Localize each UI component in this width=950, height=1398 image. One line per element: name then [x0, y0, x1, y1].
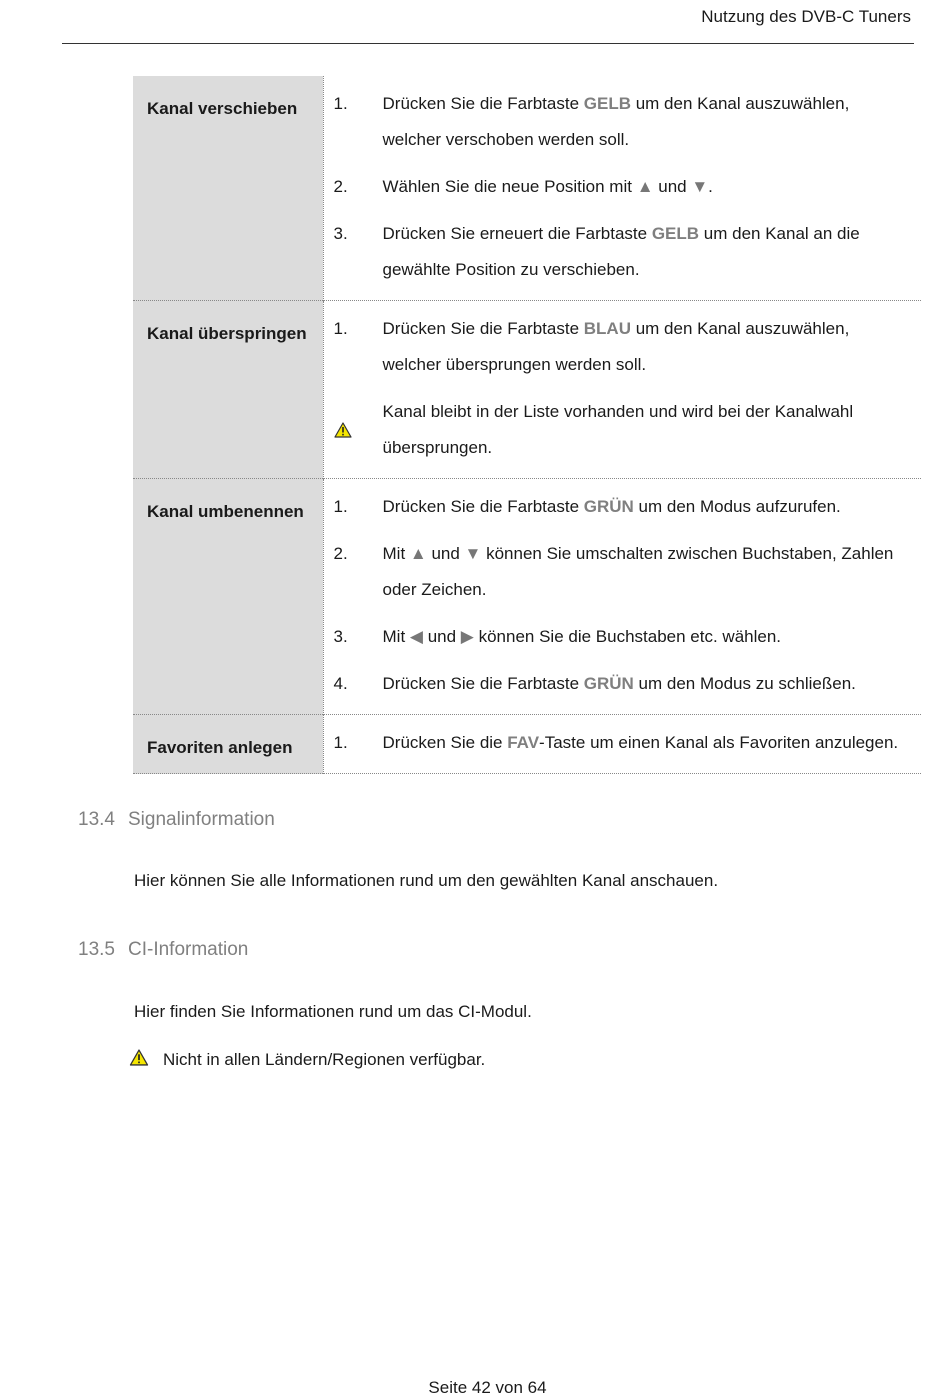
- step-text: Wählen Sie die neue Position mit: [382, 177, 637, 196]
- row-label: Kanal verschieben: [133, 76, 323, 301]
- step-text: .: [708, 177, 713, 196]
- arrow-left-icon: ◀: [409, 627, 423, 646]
- arrow-down-icon: ▼: [464, 544, 482, 563]
- step-text: und: [422, 627, 461, 646]
- color-key-label: GRÜN: [583, 497, 634, 516]
- step-text: können Sie umschalten zwischen Buchstaben, Zahlen oder Zeichen.: [382, 544, 894, 599]
- arrow-down-icon: ▼: [691, 177, 709, 196]
- arrow-up-icon: ▲: [409, 544, 427, 563]
- color-key-label: GRÜN: [583, 674, 634, 693]
- step-number: 1.: [333, 94, 348, 113]
- step-text: Mit: [382, 627, 410, 646]
- step-number: 3.: [333, 224, 348, 243]
- step-text: -Taste um einen Kanal als Favoriten anzulegen.: [539, 733, 899, 752]
- section-number: 13.5: [78, 939, 115, 960]
- step-number: 2.: [333, 544, 348, 563]
- color-key-label: GELB: [583, 94, 631, 113]
- availability-note: [129, 1049, 485, 1071]
- row-steps: [323, 76, 921, 301]
- color-key-label: GELB: [651, 224, 700, 243]
- page-header: [62, 0, 914, 44]
- step-number: 1.: [333, 497, 348, 516]
- step-text: Drücken Sie erneuert die Farbtaste: [382, 224, 652, 243]
- step-text: Drücken Sie die Farbtaste: [382, 497, 584, 516]
- list-item: [324, 394, 922, 466]
- list-item: [324, 666, 922, 702]
- list-item: [324, 86, 922, 158]
- step-text: Drücken Sie die: [382, 733, 508, 752]
- step-text: Drücken Sie die Farbtaste: [382, 674, 584, 693]
- key-label: FAV: [507, 733, 540, 752]
- step-text: Drücken Sie die Farbtaste: [382, 94, 584, 113]
- list-item: [324, 169, 922, 205]
- table-row: [133, 301, 921, 479]
- note-text: Nicht in allen Ländern/Regionen verfügbar.: [163, 1050, 486, 1069]
- row-steps: [323, 479, 921, 715]
- channel-functions-table: [133, 76, 921, 774]
- step-text: um den Kanal auszuwählen, welcher übersprungen werden soll.: [382, 319, 850, 374]
- table-row: [133, 715, 921, 774]
- section-heading: [78, 809, 275, 831]
- section-title: Signalinformation: [128, 809, 275, 830]
- warning-icon: [129, 1049, 163, 1071]
- section-title: CI-Information: [128, 939, 249, 960]
- warning-icon: [324, 394, 383, 466]
- row-label: Kanal überspringen: [133, 301, 323, 479]
- step-text: Kanal bleibt in der Liste vorhanden und wird bei der Kanalwahl übersprungen.: [382, 402, 854, 457]
- row-label: Favoriten anlegen: [133, 715, 323, 774]
- step-number: 3.: [333, 627, 348, 646]
- step-text: um den Kanal an die gewählte Position zu verschieben.: [382, 224, 860, 279]
- step-text: um den Kanal auszuwählen, welcher verschoben werden soll.: [382, 94, 850, 149]
- arrow-right-icon: ▶: [460, 627, 474, 646]
- header-title: Nutzung des DVB-C Tuners: [701, 7, 911, 26]
- step-text: Mit: [382, 544, 410, 563]
- step-text: Drücken Sie die Farbtaste: [382, 319, 584, 338]
- list-item: [324, 216, 922, 288]
- step-text: um den Modus aufzurufen.: [633, 497, 841, 516]
- step-text: können Sie die Buchstaben etc. wählen.: [473, 627, 782, 646]
- step-text: und: [426, 544, 465, 563]
- list-item: [324, 619, 922, 655]
- row-steps: [323, 301, 921, 479]
- step-text: um den Modus zu schließen.: [633, 674, 856, 693]
- list-item: [324, 536, 922, 608]
- list-item: [324, 725, 922, 761]
- row-label: Kanal umbenennen: [133, 479, 323, 715]
- step-number: 4.: [333, 674, 348, 693]
- list-item: [324, 311, 922, 383]
- list-item: [324, 489, 922, 525]
- arrow-up-icon: ▲: [636, 177, 654, 196]
- step-number: 1.: [333, 733, 348, 752]
- page-footer: Seite 42 von 64: [428, 1378, 547, 1397]
- section-text: Hier finden Sie Informationen rund um das CI-Modul.: [134, 1002, 532, 1021]
- section-text: Hier können Sie alle Informationen rund um den gewählten Kanal anschauen.: [134, 871, 719, 890]
- table-row: [133, 479, 921, 715]
- step-number: 2.: [333, 177, 348, 196]
- section-heading: [78, 939, 248, 961]
- color-key-label: BLAU: [583, 319, 631, 338]
- table-row: [133, 76, 921, 301]
- step-number: 1.: [333, 319, 348, 338]
- row-steps: [323, 715, 921, 774]
- section-number: 13.4: [78, 809, 115, 830]
- step-text: und: [653, 177, 692, 196]
